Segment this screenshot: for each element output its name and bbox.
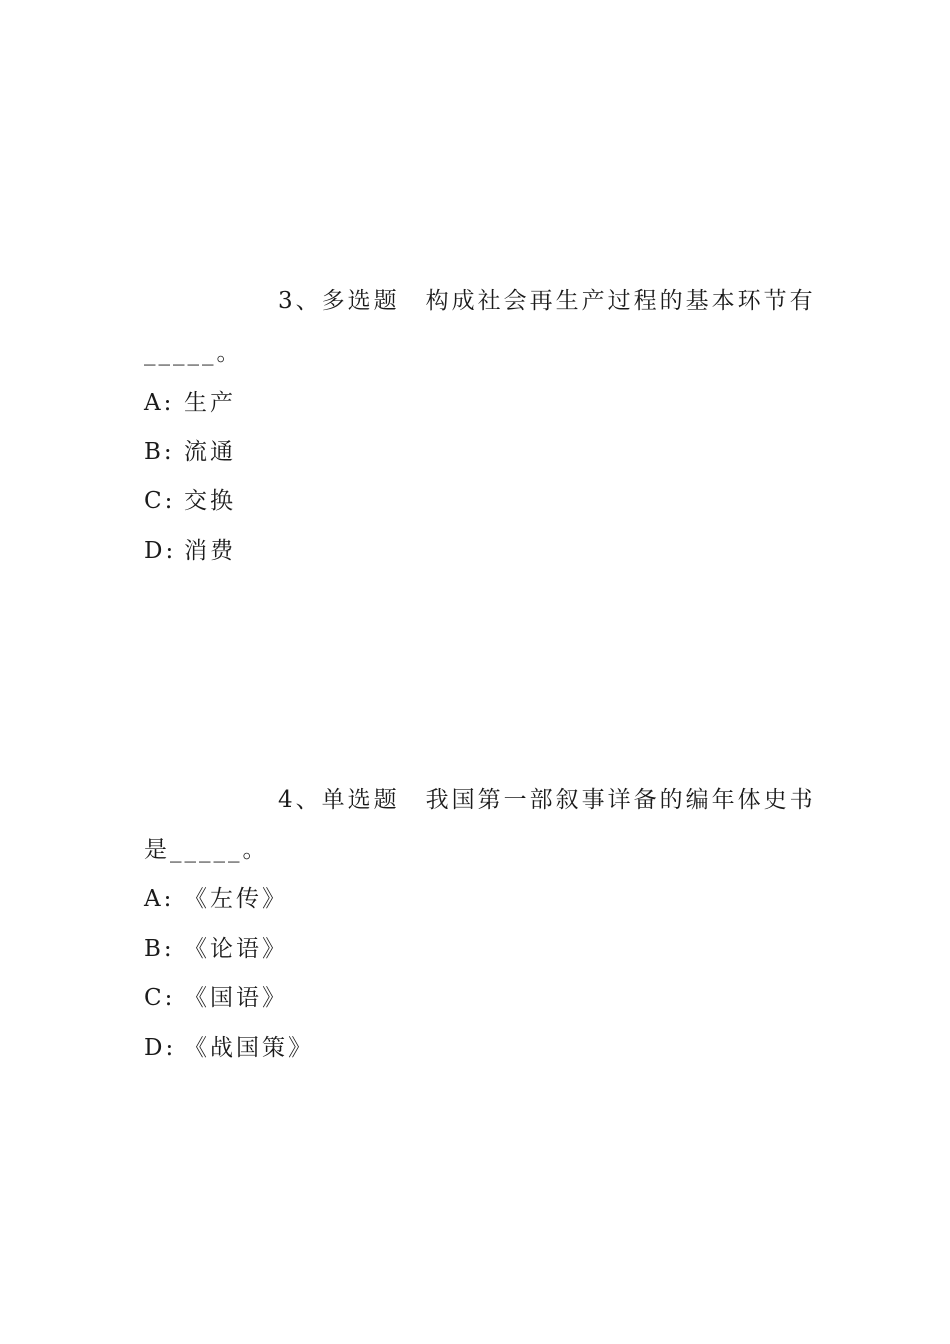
option-text: 交换 — [184, 488, 236, 514]
option-letter: B: — [144, 936, 175, 962]
question-3-option-d — [144, 538, 236, 564]
question-number: 3、 — [278, 288, 322, 314]
option-letter: D: — [144, 538, 177, 564]
option-letter: C: — [144, 488, 176, 514]
question-4-stem-continued: 是_____。 — [144, 837, 269, 863]
question-4-header — [278, 787, 816, 813]
option-text: 《论语》 — [184, 936, 288, 962]
question-4-option-c — [144, 985, 288, 1011]
question-3-option-a — [144, 390, 236, 416]
question-3-option-c — [144, 488, 236, 514]
question-4-option-b — [144, 936, 288, 962]
option-letter: D: — [144, 1035, 177, 1061]
option-letter: A: — [144, 886, 175, 912]
question-type: 多选题 — [321, 288, 400, 314]
option-text: 消费 — [184, 538, 236, 564]
question-4-option-a — [144, 886, 288, 912]
question-stem: 构成社会再生产过程的基本环节有 — [425, 288, 816, 314]
question-stem: 我国第一部叙事详备的编年体史书 — [425, 787, 816, 813]
option-letter: C: — [144, 985, 176, 1011]
question-4-option-d — [144, 1035, 314, 1061]
option-text: 《国语》 — [184, 985, 288, 1011]
question-3-stem-continued: _____。 — [144, 340, 243, 366]
option-text: 生产 — [184, 390, 236, 416]
option-letter: A: — [144, 390, 175, 416]
question-type: 单选题 — [321, 787, 400, 813]
question-3-option-b — [144, 439, 236, 465]
option-text: 《战国策》 — [184, 1035, 314, 1061]
option-text: 《左传》 — [184, 886, 288, 912]
question-3-header — [278, 288, 816, 314]
option-letter: B: — [144, 439, 175, 465]
option-text: 流通 — [184, 439, 236, 465]
question-number: 4、 — [278, 787, 322, 813]
